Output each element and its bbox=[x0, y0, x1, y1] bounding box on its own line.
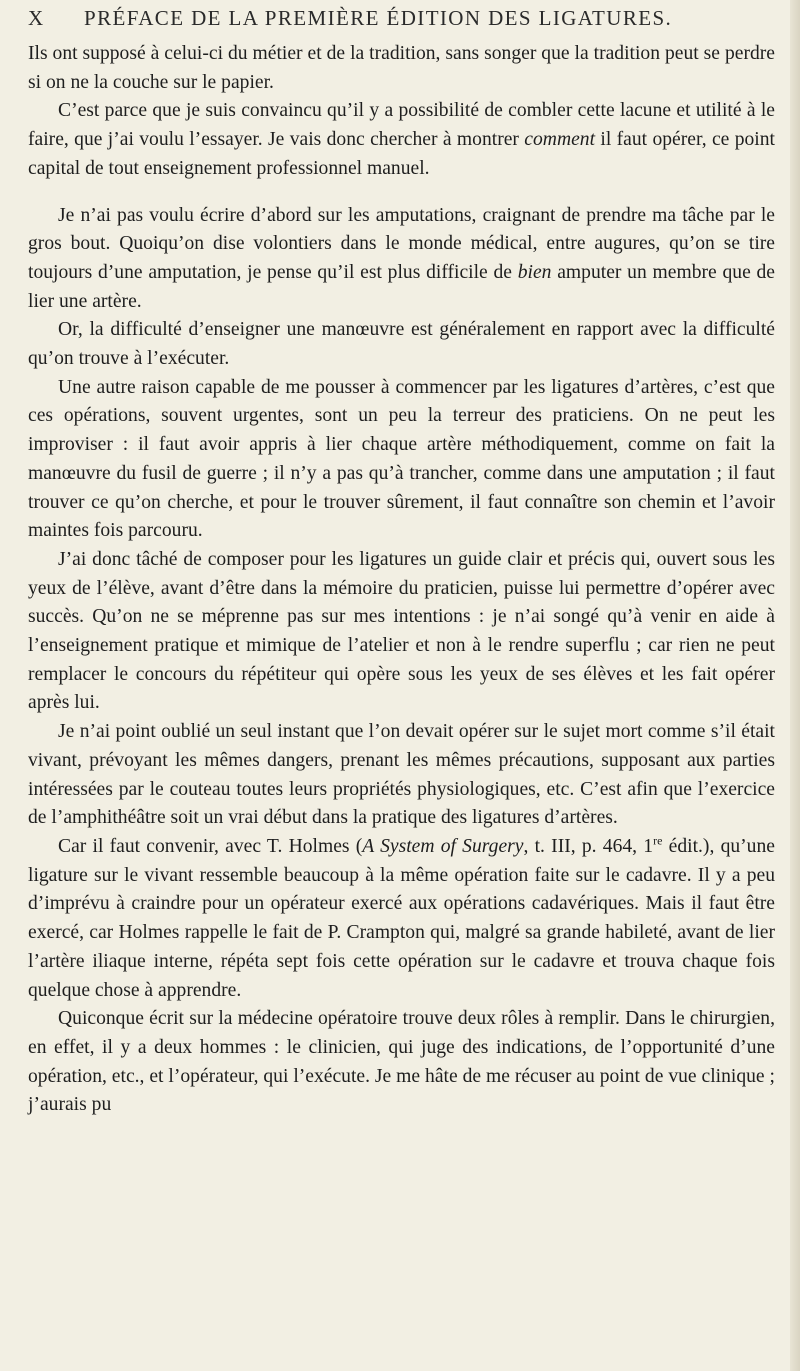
running-title: PRÉFACE DE LA PREMIÈRE ÉDITION DES LIGATURES. bbox=[84, 6, 673, 30]
paragraph bbox=[28, 316, 775, 373]
text-run: C’est parce que je suis convaincu qu’il y a possibilité de combler cette lacune et utilité à le faire, que j’ai voulu l’essayer. Je vais donc chercher à montrer bbox=[28, 100, 775, 151]
paragraph bbox=[28, 97, 775, 183]
text-run: amputer un membre que de lier une artère. bbox=[28, 261, 776, 312]
text-run: Quiconque écrit sur la médecine opératoire trouve deux rôles à remplir. Dans le chirurgien, en effet, il y a deux hommes : le clinicien, qui juge des indications, de l’opportunité d’une opération, etc., et l’opérateur, qui l’exécute. Je me hâte de me récuser au point de vue clinique ; j’aurais pu bbox=[28, 1008, 775, 1116]
superscript-text: re bbox=[653, 833, 663, 848]
paragraph bbox=[28, 40, 775, 97]
text-run: J’ai donc tâché de composer pour les ligatures un guide clair et précis qui, ouvert sous les yeux de l’élève, avant d’être dans la mémoire du praticien, puisse lui permettre d’opérer avec succès. Qu’on ne se méprenne pas sur mes intentions : je n’ai songé qu’à venir en aide à l’enseignement pratique et mimique de l’atelier et non à le rendre superflu ; car rien ne peut remplacer le concours du répétiteur qui opère sous les yeux de ses élèves et les fait opérer après lui. bbox=[28, 548, 775, 714]
text-run: édit.), qu’une ligature sur le vivant ressemble beaucoup à la même opération faite sur le cadavre. Il y a peu d’imprévu à craindre pour un opérateur exercé aux opérations cadavériques. Mais il faut être exercé, car Holmes rappelle le fait de P. Crampton qui, malgré sa grande habileté, avant de lier l’artère iliaque interne, répéta sept fois cette opération sur le cadavre et trouva chaque fois quelque chose à apprendre. bbox=[28, 835, 775, 1001]
text-run: Je n’ai pas voulu écrire d’abord sur les amputations, craignant de prendre ma tâche par le gros bout. Quoiqu’on dise volontiers dans le monde médical, entre augures, qu’on se tire toujours d’une amputation, je pense qu’il est plus difficile de bbox=[28, 204, 775, 283]
running-head bbox=[28, 6, 770, 36]
page-number: X bbox=[28, 6, 45, 30]
text-run: Or, la difficulté d’enseigner une manœuvre est généralement en rapport avec la difficulté qu’on trouve à l’exécuter. bbox=[28, 319, 775, 370]
paragraph bbox=[28, 374, 775, 546]
italic-text: A System of Surgery bbox=[362, 835, 524, 857]
text-run: Car il faut convenir, avec T. Holmes ( bbox=[58, 835, 363, 857]
paragraph bbox=[28, 1005, 775, 1120]
page-edge bbox=[790, 0, 800, 1371]
text-run: , t. III, p. 464, 1 bbox=[523, 835, 654, 857]
paragraph bbox=[28, 202, 775, 317]
text-run: Je n’ai point oublié un seul instant que l’on devait opérer sur le sujet mort comme s’il était vivant, prévoyant les mêmes dangers, prenant les mêmes précautions, supposant aux parties intéressées par le couteau toutes leurs propriétés physiologiques, etc. C’est afin que l’exercice de l’amphithéâtre soit un vrai début dans la pratique des ligatures d’artères. bbox=[28, 721, 775, 829]
text-run: Ils ont supposé à celui-ci du métier et de la tradition, sans songer que la tradition peut se perdre si on ne la couche sur le papier. bbox=[28, 43, 775, 93]
paragraph bbox=[28, 718, 775, 833]
body-text bbox=[28, 40, 775, 1120]
italic-text: comment bbox=[524, 129, 596, 151]
text-run: il faut opérer, ce point capital de tout enseignement professionnel manuel. bbox=[28, 129, 775, 179]
text-run: Une autre raison capable de me pousser à commencer par les ligatures d’artères, c’est que ces opérations, souvent urgentes, sont un peu la terreur des praticiens. On ne peut les improviser : il faut avoir appris à lier chaque artère méthodiquement, comme on fait la manœuvre du fusil de guerre ; il n’y a pas qu’à trancher, comme dans une amputation ; il faut trouver ce qu’on cherche, et pour le trouver sûrement, il faut connaître son chemin et l’avoir maintes fois parcouru. bbox=[28, 376, 775, 542]
paragraph bbox=[28, 833, 775, 1005]
italic-text: bien bbox=[517, 261, 552, 283]
paragraph bbox=[28, 546, 775, 718]
